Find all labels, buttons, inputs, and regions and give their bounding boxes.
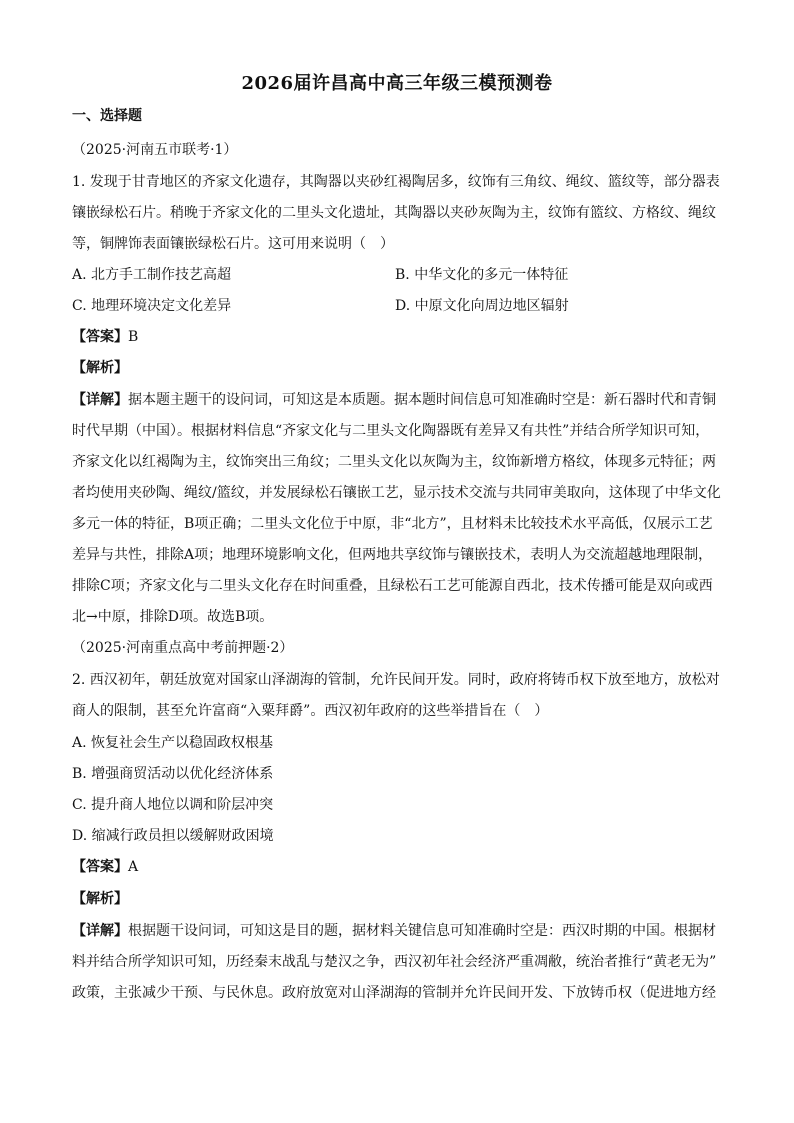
- q2-option-b: B. 增强商贸活动以优化经济体系: [72, 766, 274, 782]
- q2-stem-line: 2. 西汉初年，朝廷放宽对国家山泽湖海的管制，允许民间开发。同时，政府将铸币权下放至地方，放松对: [72, 672, 720, 688]
- q2-source: （2025·河南重点高中考前押题·2）: [72, 640, 294, 656]
- q1-detail-line: [72, 390, 716, 410]
- q2-analysis-label: 【解析】: [72, 891, 128, 907]
- q1-detail-line: 时代早期（中国）。根据材料信息“齐家文化与二里头文化陶器既有差异又有共性”并结合所学知识可知，: [72, 423, 710, 439]
- q1-analysis-label: 【解析】: [72, 360, 128, 376]
- q1-stem-line: 镶嵌绿松石片。稍晚于齐家文化的二里头文化遗址，其陶器以夹砂灰陶为主，纹饰有篮纹、方格纹、绳纹: [72, 205, 716, 221]
- detail-text: 根据题干设问词，可知这是目的题，据材料关键信息可知准确时空是：西汉时期的中国。根据材: [128, 923, 716, 939]
- q2-detail-line: 政策，主张减少干预、与民休息。政府放宽对山泽湖海的管制并允许民间开发、下放铸币权（促进地方经: [72, 985, 716, 1001]
- q1-detail-line: 排除C项；齐家文化与二里头文化存在时间重叠，且绿松石工艺可能源自西北，技术传播可能是双向或西: [72, 578, 713, 594]
- q2-detail-line: 料并结合所学知识可知，历经秦末战乱与楚汉之争，西汉初年社会经济严重凋敝，统治者推行“黄老无为”: [72, 954, 717, 970]
- answer-label: 【答案】: [72, 329, 128, 345]
- q1-detail-line: 齐家文化以红褐陶为主，纹饰突出三角纹；二里头文化以灰陶为主，纹饰新增方格纹，体现多元特征；两: [72, 454, 716, 470]
- q1-detail-line: 北→中原，排除D项。故选B项。: [72, 609, 274, 625]
- detail-label: 【详解】: [72, 923, 128, 939]
- q2-option-c: C. 提升商人地位以调和阶层冲突: [72, 797, 274, 813]
- answer-value: A: [128, 859, 139, 875]
- q1-option-a: A. 北方手工制作技艺高超: [72, 267, 232, 283]
- q2-answer-line: [72, 857, 138, 877]
- q2-option-d: D. 缩减行政员担以缓解财政困境: [72, 828, 274, 844]
- q2-option-a: A. 恢复社会生产以稳固政权根基: [72, 735, 274, 751]
- q1-detail-line: 差异与共性，排除A项；地理环境影响文化，但两地共享纹饰与镶嵌技术，表明人为交流超越地理限制，: [72, 547, 713, 563]
- q1-answer-line: [72, 327, 138, 347]
- detail-text: 据本题主题干的设问词，可知这是本质题。据本题时间信息可知准确时空是：新石器时代和青铜: [128, 392, 716, 408]
- q1-option-d: D. 中原文化向周边地区辐射: [395, 298, 569, 314]
- q1-detail-line: 多元一体的特征，B项正确；二里头文化位于中原，非“北方”，且材料未比较技术水平高低，仅展示工艺: [72, 516, 713, 532]
- q1-stem-line: 等，铜牌饰表面镶嵌绿松石片。这可用来说明（ ）: [72, 236, 394, 252]
- detail-label: 【详解】: [72, 392, 128, 408]
- q1-stem-line: 1. 发现于甘青地区的齐家文化遗存，其陶器以夹砂红褐陶居多，纹饰有三角纹、绳纹、篮纹等，部分器表: [72, 174, 720, 190]
- q1-source: （2025·河南五市联考·1）: [72, 142, 238, 158]
- answer-value: B: [128, 329, 139, 345]
- q2-detail-line: [72, 921, 716, 941]
- q2-stem-line: 商人的限制，甚至允许富商“入粟拜爵”。西汉初年政府的这些举措旨在（ ）: [72, 703, 549, 719]
- q1-detail-line: 者均使用夹砂陶、绳纹/篮纹，并发展绿松石镶嵌工艺，显示技术交流与共同审美取向，这体现了中华文化: [72, 485, 721, 501]
- q1-option-b: B. 中华文化的多元一体特征: [395, 267, 569, 283]
- section-heading: 一、选择题: [72, 108, 142, 124]
- answer-label: 【答案】: [72, 859, 128, 875]
- page-title: 2026届许昌高中高三年级三模预测卷: [241, 73, 553, 94]
- q1-option-c: C. 地理环境决定文化差异: [72, 298, 232, 314]
